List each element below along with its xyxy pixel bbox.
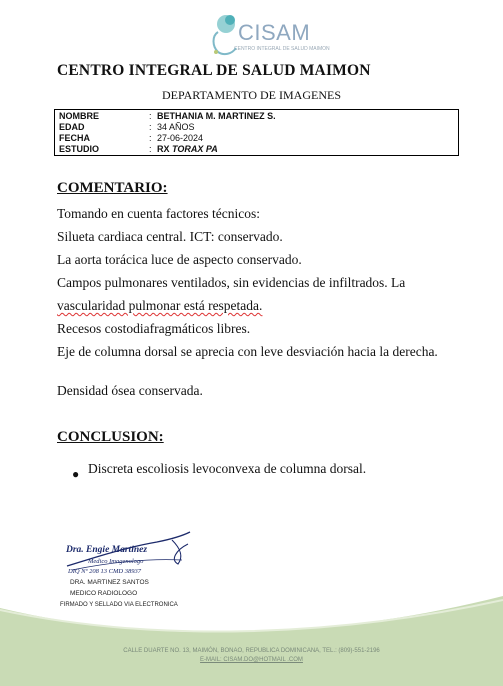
comentario-line: Densidad ósea conservada. [57,383,203,398]
comentario-line: vascularidad pulmonar está respetada. [57,298,263,313]
comentario-line: Campos pulmonares ventilados, sin evidencias de infiltrados. La [57,275,406,290]
comentario-line: Tomando en cuenta factores técnicos: [57,206,260,221]
study-value-italic: TORAX PA [172,144,218,154]
comentario-line: La aorta torácica luce de aspecto conservado. [57,252,302,267]
stamp-title-text: Medico Imagenologo [88,558,144,565]
footer-address: CALLE DUARTE NO. 13, MAIMÓN, BONAO, REPUBLICA DOMINICANA, TEL.: (809)-551-2196 [123,648,380,654]
date-value: 27-06-2024 [157,133,204,143]
signature-icon [62,530,202,582]
department-title: DEPARTAMENTO DE IMAGENES [162,88,341,102]
name-label: NOMBRE [59,111,99,121]
logo-subtitle: CENTRO INTEGRAL DE SALUD MAIMON [234,46,330,52]
doctor-name: DRA. MARTINEZ SANTOS [70,579,149,586]
age-label: EDAD [59,122,85,132]
study-label: ESTUDIO [59,144,100,154]
colon: : [149,111,152,121]
conclusion-title: CONCLUSION: [57,429,164,445]
age-value: 34 AÑOS [157,122,195,132]
date-label: FECHA [59,133,90,143]
stamp-name-text: Dra. Engie Martinez [66,545,148,555]
comentario-title: COMENTARIO: [57,180,168,196]
center-title: CENTRO INTEGRAL DE SALUD MAIMON [57,62,371,79]
study-value-bold: RX [157,144,173,154]
signed-note: FIRMADO Y SELLADO VIA ELECTRONICA [60,602,178,608]
colon: : [149,133,152,143]
footer-wave [0,596,503,686]
stamp-code-text: DIQ Nº 208 13 CMD 38937 [68,568,141,575]
comentario-line: Recesos costodiafragmáticos libres. [57,321,251,336]
conclusion-item: Discreta escoliosis levoconvexa de columna dorsal. [88,461,367,476]
doctor-signature-stamp [62,530,202,582]
bullet-icon: ● [72,467,80,481]
comentario-line: Silueta cardiaca central. ICT: conservado. [57,229,283,244]
colon: : [149,144,152,154]
doctor-title: MEDICO RADIOLOGO [70,590,138,597]
comentario-line: Eje de columna dorsal se aprecia con leve desviación hacia la derecha. [57,344,438,359]
name-value: BETHANIA M. MARTINEZ S. [157,111,276,121]
cisam-logo [204,10,330,58]
footer-email[interactable]: E-MAIL: CISAM.DO@HOTMAIL .COM [200,657,303,663]
logo-text: CISAM [238,20,311,45]
colon: : [149,122,152,132]
study-value [157,144,218,154]
patient-info-box [54,109,459,156]
